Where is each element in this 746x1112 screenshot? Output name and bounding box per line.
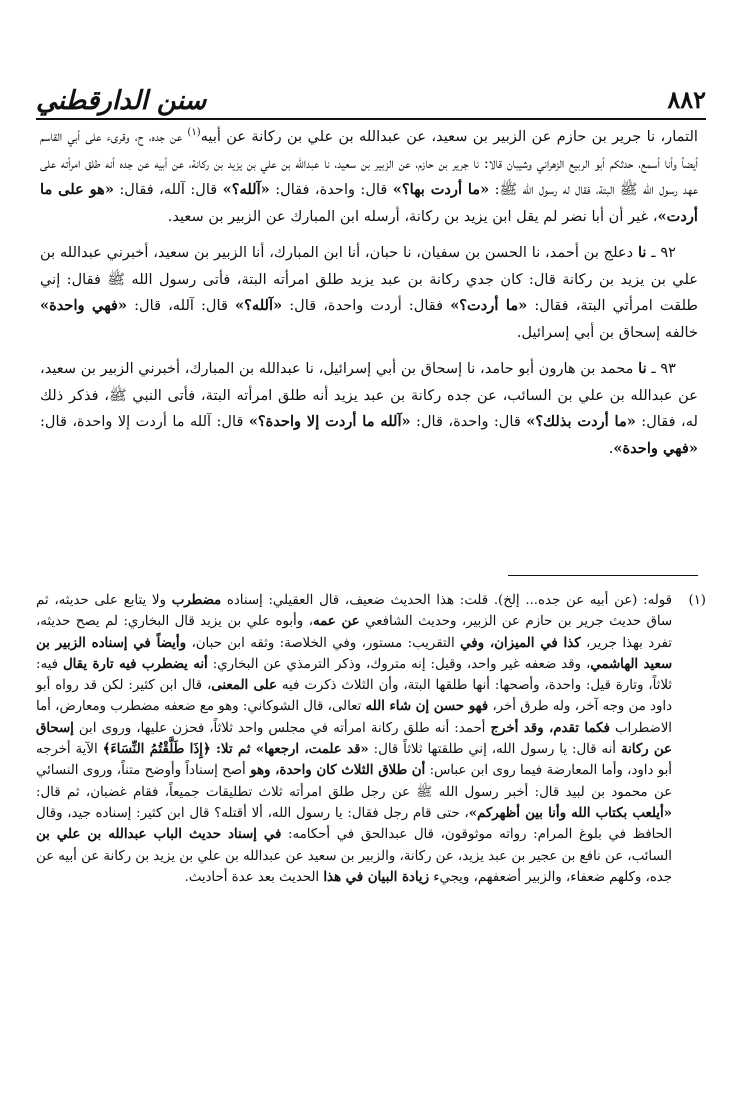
- footnote-separator: [508, 575, 698, 576]
- text: أصح إسناداً وأوضح متناً، وروى النسائي عن محمود بن لبيد قال: أخبر رسول الله ﷺ عن رجل طلق امرأته ثلاث تطليقات جميعاً، فقام غضبان، ثم قال:: [36, 763, 672, 800]
- text: خالفه إسحاق بن أبي إسرائيل.: [516, 323, 698, 341]
- text: ولا يتابع على حديثه، ثم ساق حديث جرير بن حازم عن الزبير، وحديث الشافعي: [36, 593, 673, 630]
- text: التقريب: مستور، وفي الخلاصة: وثقه ابن حبان،: [186, 635, 461, 651]
- paragraph-1: [40, 124, 698, 230]
- text: .: [608, 439, 614, 457]
- quote: «فهي واحدة»: [613, 439, 698, 457]
- bold: على المعنى: [211, 678, 277, 694]
- footnote-1: [36, 590, 706, 888]
- bold: مضطرب: [171, 593, 222, 608]
- hadith-93: [40, 356, 698, 462]
- book-title: سنن الدارقطني: [36, 86, 207, 116]
- text: محمد بن هارون أبو حامد، نا إسحاق بن أبي إسرائيل، نا عبدالله بن المبارك، أخبرني الزبير بن سعيد، عن عبدالله بن علي بن السائب، عن جده ركانة بن عبد يزيد أنه طلق امرأته البتة، فأتى النبي ﷺ، فذكر ذلك له، فقال:: [40, 360, 698, 430]
- hadith-number: ٩٢ ـ: [646, 244, 676, 261]
- footnote-text: [36, 590, 672, 888]
- text: ، قال ابن كثير: لكن قد رواه أبو داود من وجه آخر، وله طرق أخر،: [36, 678, 672, 715]
- text: قال: آلله، فقال:: [113, 181, 223, 198]
- footnotes: [36, 590, 706, 888]
- narration-word: نا: [638, 360, 647, 377]
- bold: إسحاق عن ركانة: [36, 720, 672, 758]
- quote: «ما أردت بها؟»: [392, 181, 490, 198]
- bold: كذا في الميزان، وفي: [460, 635, 581, 651]
- text: فقال: أردت واحدة، قال:: [282, 297, 451, 314]
- text: الحديث بعد عدة أحاديث.: [184, 869, 324, 885]
- text: أنه قال: يا رسول الله، إني طلقتها ثلاثاً قال:: [368, 742, 621, 758]
- text: فيه: ثلاثاً، وتارة قيل: واحدة، وأصحها: أنها طلقها البتة، وأن الثلاث ذكرت فيه: [36, 656, 672, 694]
- bold: فهو حسن إن شاء الله: [365, 699, 489, 715]
- bold: أن طلاق الثلاث كان واحدة، وهو: [250, 763, 426, 779]
- text: قوله: (عن أبيه عن جده... إلخ). قلت: هذا الحديث ضعيف، قال العقيلي: إسناده: [221, 593, 672, 608]
- text: ، غير أن أبا نضر لم يقل ابن يزيد بن ركانة، أرسله ابن المبارك عن الزبير بن سعيد.: [167, 207, 658, 225]
- quote: «آلله؟»: [235, 297, 283, 314]
- bold: عن عمه: [312, 614, 360, 630]
- bold: «قد علمت، ارجعها» ثم تلا: ﴿إِذَا طَلَّقْتُمُ النِّسَاءَ﴾: [102, 742, 369, 758]
- footnote-label: (١): [688, 593, 706, 608]
- bold: «أيلعب بكتاب الله وأنا بين أظهركم»: [468, 805, 672, 821]
- quote: «آلله؟»: [222, 181, 270, 198]
- text: قال: آلله ما أردت إلا واحدة، قال:: [40, 413, 249, 430]
- hadith-number: ٩٣ ـ: [646, 360, 676, 377]
- page-number: ٨٨٢: [667, 85, 706, 114]
- main-text: [40, 124, 698, 472]
- quote: «ما أردت بذلك؟»: [526, 413, 636, 430]
- text: السائب، عن نافع بن عجير بن عبد يزيد، عن ركانة، والزبير بن سعيد عن عبدالله بن علي بن يزيد بن ركانة عن أبيه عن جده، وكلهم ضعفاء، والزبير أضعفهم، ويجيء: [36, 848, 672, 885]
- text: ، حتى قام رجل فقال: يا رسول الله، ألا أقتله؟ قال ابن كثير: إسناده جيد، وقال الحافظ في بلوغ المرام: رواته موثوقون، قال عبدالحق في أحكامه:: [36, 805, 673, 843]
- bold: وأيضاً في إسناده الزبير بن سعيد الهاشمي: [36, 635, 673, 672]
- narration-word: نا: [637, 244, 647, 261]
- text: ، وأبوه علي بن يزيد قال البخاري: لم يصح حديثه، تفرد بهذا جرير،: [36, 614, 672, 651]
- hadith-92: [40, 240, 698, 346]
- bold: فكما تقدم، وقد أخرج: [490, 720, 610, 736]
- text: الآية أخرجه أبو داود، وأما المعارضة فيما روى ابن عباس:: [36, 742, 672, 779]
- text: عن جده، ح، وقرىء على أبي القاسم أيضاً وأنا أسمع، حدثكم أبو الربيع الزهراني وشيبان قالا: نا جرير بن حازم، عن الزبير بن سعيد، نا عبدالله بن علي بن يزيد بن ركانة، عن أبيه عن جده أنه طلق امرأته على عهد رسول الله ﷺ البتة، فقال له رسول الله ﷺ:: [40, 128, 699, 198]
- text: أحمد: أنه طلق ركانة امرأته في مجلس واحد ثلاثاً، فحزن عليها، وروى ابن: [73, 720, 491, 736]
- quote: «ما أردت؟»: [450, 297, 528, 314]
- quote: «آلله ما أردت إلا واحدة؟»: [248, 413, 411, 430]
- text: ، وقد ضعفه غير واحد، وقيل: إنه متروك، وذكر الترمذي عن البخاري:: [207, 656, 591, 672]
- text: التمار، نا جرير بن حازم عن الزبير بن سعيد، عن عبدالله بن علي بن ركانة عن أبيه: [200, 128, 698, 145]
- footnote-marker[interactable]: (١): [187, 127, 201, 139]
- bold: زيادة البيان في هذا: [323, 869, 430, 885]
- quote: «هو على ما أردت»: [40, 181, 698, 225]
- text: تعالى، قال الشوكاني: وهو مع ضعفه مضطرب ومعارض، أما الاضطراب: [36, 699, 672, 736]
- text: قال: آلله، قال:: [127, 297, 236, 314]
- bold: في إسناد حديث الباب عبدالله بن علي بن: [36, 827, 282, 843]
- bold: أنه يضطرب فيه تارة يقال: [62, 656, 208, 672]
- text: دعلج بن أحمد، نا الحسن بن سفيان، نا حبان، أنا ابن المبارك، أنا الزبير بن سعيد، أخبرني عبدالله بن علي بن يزيد بن ركانة قال: كان جدي ركانة بن عبد يزيد طلق امرأته البتة، فأتى رسول الله ﷺ فقال: إني طلقت امرأتي البتة، فقال:: [40, 244, 699, 314]
- page-header: [36, 80, 706, 120]
- text: قال: واحدة، قال:: [410, 413, 527, 430]
- quote: «فهي واحدة»: [40, 297, 128, 314]
- text: قال: واحدة، فقال:: [269, 181, 393, 198]
